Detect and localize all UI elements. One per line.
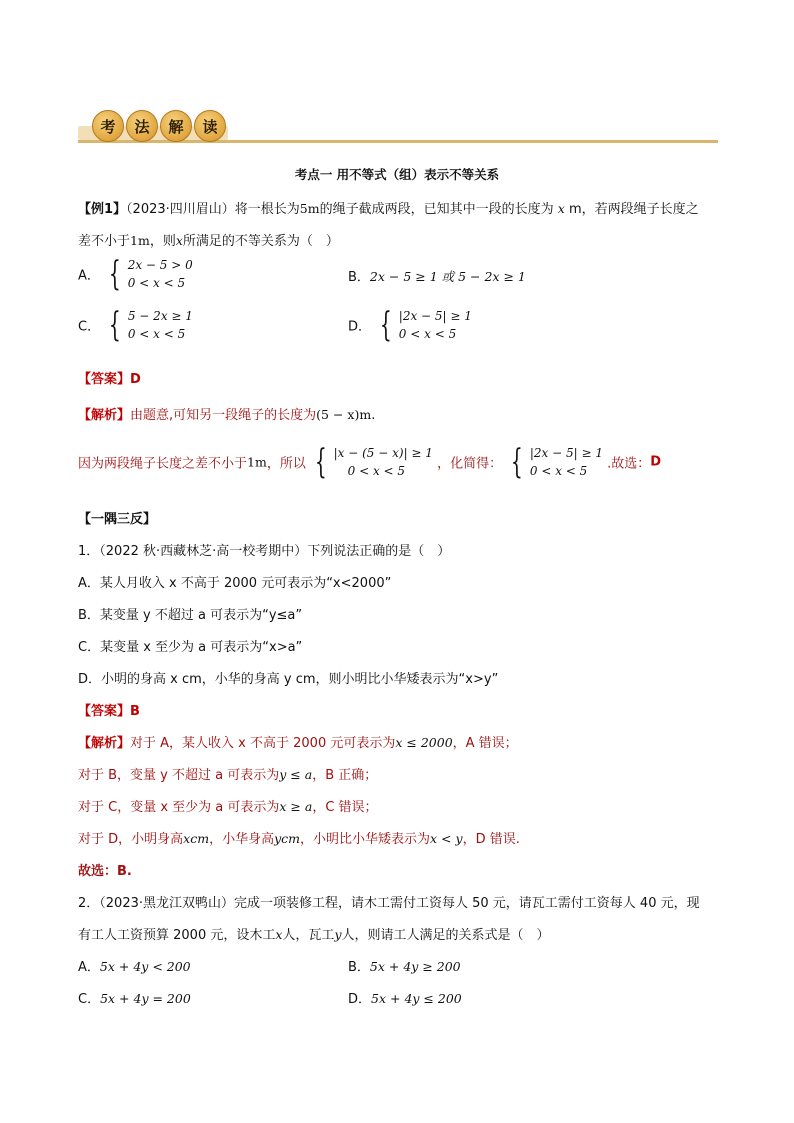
system-line: 0 < x < 5 bbox=[347, 464, 406, 478]
variable-y: y bbox=[334, 927, 342, 942]
brace-icon: { bbox=[511, 442, 524, 482]
system-line: 2x − 5 > 0 bbox=[127, 258, 193, 272]
system-line: 0 < x < 5 bbox=[398, 327, 457, 341]
option-expression: 5x + 4y = 200 bbox=[100, 991, 191, 1006]
answer-tag: 【答案】 bbox=[78, 704, 131, 719]
option-label: D． bbox=[348, 319, 372, 335]
analysis-text: ，小华身高 bbox=[209, 832, 275, 847]
q2-text: 人，则请工人满足的关系式是（ ） bbox=[341, 928, 550, 943]
q1-analysis-2 bbox=[78, 764, 377, 783]
option-label: B． bbox=[348, 960, 370, 975]
option-label: B． bbox=[348, 270, 370, 285]
option-expression: 5x + 4y < 200 bbox=[99, 959, 191, 974]
analysis-expression: ycm bbox=[274, 831, 300, 846]
q2-stem-line-2 bbox=[78, 924, 550, 943]
option-label: A． bbox=[78, 960, 100, 975]
q2-text: 人，瓦工 bbox=[282, 928, 335, 943]
q1-conclusion: 故选：B. bbox=[78, 864, 132, 879]
analysis-text: ，C 错误； bbox=[312, 800, 378, 815]
example-line-2 bbox=[78, 230, 339, 249]
option-label: A． bbox=[78, 268, 100, 284]
option-b bbox=[348, 266, 526, 285]
analysis-expression: xcm bbox=[183, 831, 210, 846]
section-title: 考点一 用不等式（组）表示不等关系 bbox=[294, 167, 500, 182]
q2-option-a bbox=[78, 956, 191, 975]
analysis-answer: D bbox=[650, 454, 662, 470]
option-label: C． bbox=[78, 992, 101, 1007]
variable-x: x bbox=[175, 233, 183, 248]
system-line: |2x − 5| ≥ 1 bbox=[398, 309, 472, 323]
banner-char-4: 读 bbox=[194, 110, 226, 142]
analysis-text: 对于 B，变量 y 不超过 a 可表示为 bbox=[78, 768, 280, 783]
analysis-text: 对于 C，变量 x 至少为 a 可表示为 bbox=[78, 800, 280, 815]
analysis-text: ，所以 bbox=[266, 456, 306, 472]
analysis-text: ，小明比小华矮表示为 bbox=[300, 832, 431, 847]
analysis-expression: y ≤ a bbox=[279, 767, 313, 782]
q1-answer bbox=[78, 700, 140, 719]
system-line: 0 < x < 5 bbox=[127, 327, 186, 341]
option-d bbox=[348, 307, 472, 343]
example-text: ，则 bbox=[149, 234, 176, 249]
option-expression: 5x + 4y ≤ 200 bbox=[371, 991, 462, 1006]
example-analysis-1 bbox=[78, 404, 375, 423]
q2-option-c bbox=[78, 988, 191, 1007]
analysis-text: ，化简得： bbox=[437, 456, 503, 472]
variable-x: x bbox=[557, 201, 565, 216]
brace-icon: { bbox=[108, 254, 121, 294]
variable-x: x bbox=[275, 927, 283, 942]
one-meter: 1m bbox=[247, 454, 267, 470]
option-a bbox=[78, 256, 193, 292]
example-text: 所满足的不等关系为（ ） bbox=[182, 234, 339, 249]
analysis-expression: (5 − x)m bbox=[316, 407, 372, 422]
system-line: 0 < x < 5 bbox=[529, 464, 588, 478]
q1-analysis-4 bbox=[78, 828, 520, 847]
answer-value: D bbox=[130, 372, 141, 387]
example-text: 差不小于 bbox=[78, 234, 131, 249]
q1-option-a: A．某人月收入 x 不高于 2000 元可表示为“x<2000” bbox=[78, 576, 392, 591]
q1-option-c: C．某变量 x 至少为 a 可表示为“x>a” bbox=[78, 640, 303, 655]
system-line: |2x − 5| ≥ 1 bbox=[529, 446, 603, 460]
analysis-tag: 【解析】 bbox=[78, 408, 131, 423]
system-line: 5 − 2x ≥ 1 bbox=[127, 309, 193, 323]
q2-stem-line-1: 2．（2023·黑龙江双鸭山）完成一项装修工程，请木工需付工资每人 50 元，请瓦工需付工资每人 40 元，现 bbox=[78, 896, 700, 911]
analysis-tag: 【解析】 bbox=[78, 736, 131, 751]
system-line: |x − (5 − x)| ≥ 1 bbox=[333, 446, 433, 460]
analysis-text: ，B 正确； bbox=[312, 768, 378, 783]
option-label: D． bbox=[348, 992, 372, 1007]
example-text: 的绳子截成两段，已知其中一段的长度为 bbox=[319, 202, 554, 217]
q2-option-d bbox=[348, 988, 462, 1007]
analysis-text: .故选： bbox=[607, 456, 651, 472]
brace-icon: { bbox=[109, 305, 121, 345]
analysis-expression: x ≥ a bbox=[279, 799, 313, 814]
analysis-text: ，A 错误； bbox=[452, 736, 518, 751]
answer-value: B bbox=[130, 704, 140, 719]
q1-analysis-1 bbox=[78, 732, 518, 751]
option-expression: 5x + 4y ≥ 200 bbox=[369, 959, 461, 974]
answer-tag: 【答案】 bbox=[78, 372, 131, 387]
analysis-text: 因为两段绳子长度之差不小于 bbox=[78, 456, 248, 472]
analysis-text: 由题意,可知另一段绳子的长度为 bbox=[130, 408, 317, 423]
option-label: C． bbox=[78, 319, 101, 335]
system-line: 0 < x < 5 bbox=[127, 276, 186, 290]
q1-option-d: D．小明的身高 x cm，小华的身高 y cm，则小明比小华矮表示为“x>y” bbox=[78, 672, 499, 687]
option-c bbox=[78, 307, 193, 343]
analysis-expression: x < y bbox=[430, 831, 463, 846]
example-line-1 bbox=[78, 198, 699, 217]
example-text: 将一根长为 bbox=[234, 202, 300, 217]
example-text: m，若两段绳子长度之 bbox=[568, 202, 699, 217]
q2-text: 有工人工资预算 2000 元，设木工 bbox=[78, 928, 276, 943]
option-expression: 2x − 5 ≥ 1 或 5 − 2x ≥ 1 bbox=[369, 269, 526, 284]
example-answer bbox=[78, 368, 141, 387]
section-banner bbox=[92, 110, 226, 142]
brace-icon: { bbox=[314, 442, 327, 482]
brace-icon: { bbox=[380, 305, 392, 345]
analysis-text: ，D 错误. bbox=[462, 832, 520, 847]
banner-char-1: 考 bbox=[92, 110, 124, 142]
q1-analysis-3 bbox=[78, 796, 378, 815]
banner-char-2: 法 bbox=[126, 110, 158, 142]
length-value: 5m bbox=[299, 201, 320, 216]
example-tag: 【例1】 bbox=[78, 202, 127, 217]
analysis-expression: x ≤ 2000 bbox=[395, 735, 453, 750]
analysis-text: . bbox=[371, 408, 376, 423]
q1-stem: 1．（2022 秋·西藏林芝·高一校考期中）下列说法正确的是（ ） bbox=[78, 544, 451, 559]
example-analysis-2 bbox=[78, 444, 661, 480]
example-source: （2023·四川眉山） bbox=[126, 202, 235, 217]
q1-option-b: B．某变量 y 不超过 a 可表示为“y≤a” bbox=[78, 608, 303, 623]
banner-char-3: 解 bbox=[160, 110, 192, 142]
analysis-text: 对于 A，某人收入 x 不高于 2000 元可表示为 bbox=[130, 736, 396, 751]
one-meter: 1m bbox=[130, 233, 150, 248]
practice-tag: 【一隅三反】 bbox=[78, 512, 157, 527]
analysis-text: 对于 D，小明身高 bbox=[78, 832, 184, 847]
q2-option-b bbox=[348, 956, 461, 975]
